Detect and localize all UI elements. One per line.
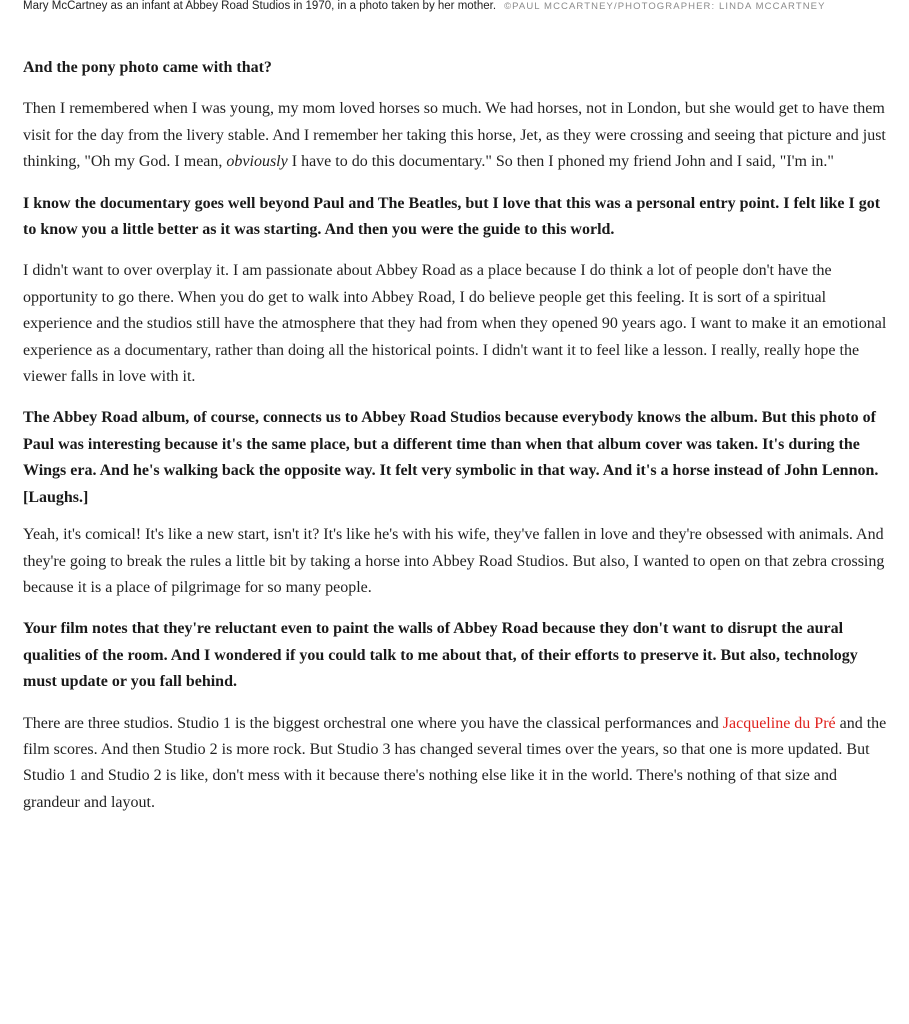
answer-1-emphasis: obviously: [226, 153, 288, 171]
question-4: Your film notes that they're reluctant even to paint the walls of Abbey Road because they don't want to disrupt the aural qualities of the room. And I wondered if you could talk to me about that, of their efforts to preserve it. But also, technology must update or you fall behind.: [23, 620, 858, 691]
answer-2: I didn't want to over overplay it. I am passionate about Abbey Road as a place because I do think a lot of people don't have the opportunity to go there. When you do get to walk into Abbey Road, I do believe people get this feeling. It is sort of a spiritual experience and the studios still have the atmosphere that they had from when they opened 90 years ago. I want to make it an emotional experience as a documentary, rather than doing all the historical points. I didn't want it to feel like a lesson. I really, really hope the viewer falls in love with it.: [23, 262, 887, 386]
jacqueline-du-pre-link[interactable]: Jacqueline du Pré: [722, 714, 836, 732]
answer-3: Yeah, it's comical! It's like a new start, isn't it? It's like he's with his wife, they've fallen in love and they're obsessed with animals. And they're going to break the rules a little bit by taking a horse into Abbey Road Studios. But also, I wanted to open on that zebra crossing because it is a place of pilgrimage for so many people.: [23, 526, 885, 596]
answer-1-text-start: Then I remembered when I was young, my mom loved horses so much. We had horses, not in London, but she would get to have them visit for the day from the livery stable. And I remember her taking this horse, Jet, as they were crossing and seeing that picture and just thinking, "Oh my God. I mean,: [23, 100, 886, 171]
answer-4-text-end: and the film scores. And then Studio 2 is more rock. But Studio 3 has changed several times over the years, so that one is more updated. But Studio 1 and Studio 2 is like, don't mess with it because there's nothing else like it in the world. There's nothing of that size and grandeur and layout.: [23, 714, 887, 811]
answer-1: [23, 96, 889, 175]
photo-caption: [23, 0, 826, 14]
interview-article: [23, 55, 889, 816]
answer-4-text-start: There are three studios. Studio 1 is the biggest orchestral one where you have the classical performances and: [23, 714, 723, 732]
question-1: And the pony photo came with that?: [23, 59, 272, 76]
question-2: I know the documentary goes well beyond Paul and The Beatles, but I love that this was a personal entry point. I felt like I got to know you a little better as it was starting. And then you were the guide to this world.: [23, 194, 881, 239]
answer-4: [23, 711, 889, 817]
photo-credit: ©PAUL MCCARTNEY/PHOTOGRAPHER: LINDA MCCARTNEY: [504, 1, 826, 12]
caption-text: Mary McCartney as an infant at Abbey Road Studios in 1970, in a photo taken by her mother.: [23, 0, 497, 12]
question-3: The Abbey Road album, of course, connects us to Abbey Road Studios because everybody knows the album. But this photo of Paul was interesting because it's the same place, but a different time than when that album cover was taken. It's during the Wings era. And he's walking back the opposite way. It felt very symbolic in that way. And it's a horse instead of John Lennon. [Laughs.]: [23, 409, 879, 506]
answer-1-text-end: I have to do this documentary." So then I phoned my friend John and I said, "I'm in.": [287, 153, 834, 171]
